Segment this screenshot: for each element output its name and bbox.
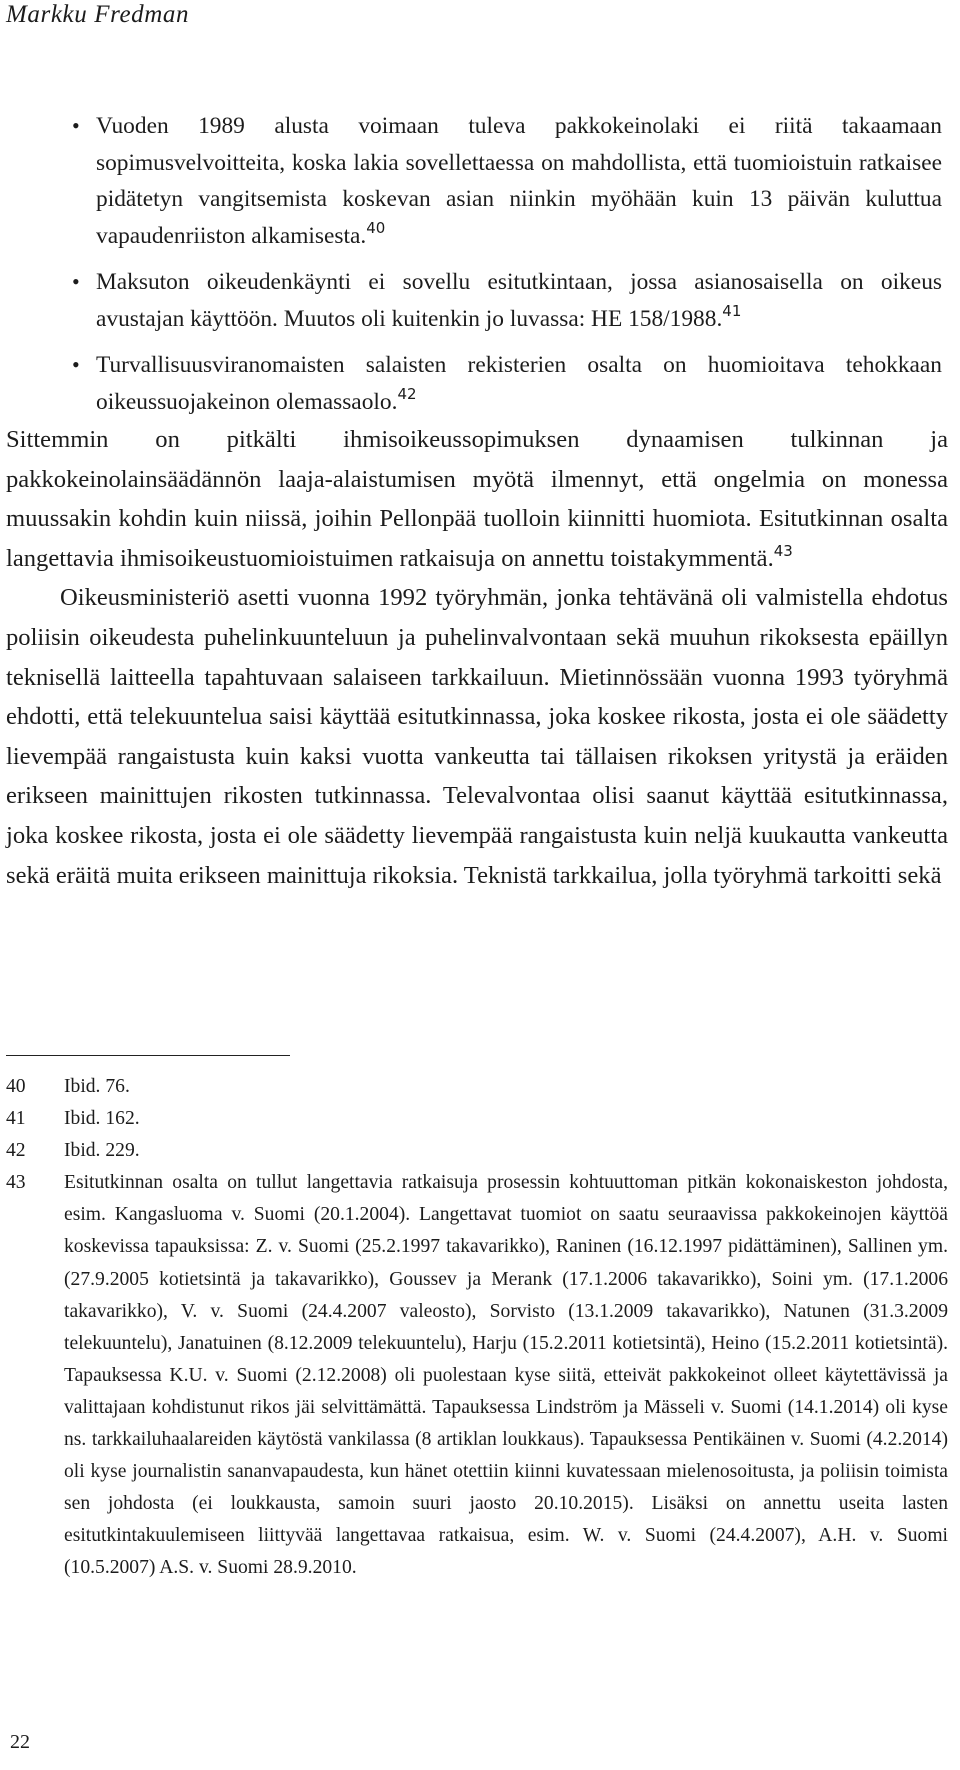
footnote-text: Ibid. 162. [64, 1108, 140, 1130]
bullet-icon: • [72, 352, 80, 377]
paragraph-text: Sittemmin on pitkälti ihmisoikeussopimuksen dynaamisen tulkinnan ja pakkokeinolainsäädännön laaja-alaistumisen myötä ilmennyt, että ongelmia on monessa muussakin kohdin kuin niissä, joihin Pellonpää tuolloin kiinnitti huomiota. Esitutkinnan osalta langettavia ihmisoikeustuomioistuimen ratkaisuja on annettu toistakymmentä. [6, 426, 948, 572]
footnote-separator [6, 1055, 290, 1056]
footnote-text: Esitutkinnan osalta on tullut langettavia ratkaisuja prosessin kohtuuttoman pitkän kokonaiskeston johdosta, esim. Kangasluoma v. Suomi (20.1.2004). Langettavat tuomiot on saatu seuraavissa pakkokeinojen käyttöä koskevissa tapauksissa: Z. v. Suomi (25.2.1997 takavarikko), Raninen (16.12.1997 pidättäminen), Sallinen ym. (27.9.2005 kotietsintä ja takavarikko), Goussev ja Merank (17.1.2006 takavarikko), Soini ym. (17.1.2006 takavarikko), V. v. Suomi (24.4.2007 valeosto), Sorvisto (13.1.2009 takavarikko), Natunen (31.3.2009 telekuuntelu), Janatuinen (8.12.2009 telekuuntelu), Harju (15.2.2011 kotietsintä), Heino (15.2.2011 kotietsintä). Tapauksessa K.U. v. Suomi (2.12.2008) oli puolestaan kyse siitä, etteivät pakkokeinot olleet käytettävissä ja valittajaan kohdistunut rikos jäi selvittämättä. Tapauksessa Lindström ja Mässeli v. Suomi (14.1.2014) oli kyse ns. tarkkailuhaalareiden käytöstä vankilassa (8 artiklan loukkaus). Tapauksessa Pentikäinen v. Suomi (4.2.2014) oli kyse journalistin sananvapaudesta, kun hänet otettiin kiinni kuvatessaan mielenosoitusta, ja poliisin toimista sen johdosta (ei loukkausta, samoin suuri jaosto 20.10.2015). Lisäksi on annettu useita lasten esitutkintakuulemiseen liittyvää langettavaa ratkaisua, esim. W. v. Suomi (24.4.2007), A.H. v. Suomi (10.5.2007) A.S. v. Suomi 28.9.2010. [64, 1172, 948, 1579]
paragraph [6, 578, 948, 895]
bullet-text: Turvallisuusviranomaisten salaisten rekisterien osalta on huomioitava tehokkaan oikeussuojakeinon olemassaolo. [96, 352, 942, 415]
footnote-ref[interactable]: 41 [722, 301, 742, 320]
page-number: 22 [10, 1731, 30, 1753]
footnote-text: Ibid. 229. [64, 1140, 140, 1162]
footnote-number: 41 [6, 1108, 26, 1130]
bullet-icon: • [72, 113, 80, 138]
bullet-item [72, 108, 942, 254]
footnote-ref[interactable]: 43 [773, 541, 793, 560]
bullet-text: Vuoden 1989 alusta voimaan tuleva pakkokeinolaki ei riitä takaamaan sopimusvelvoitteita, koska lakia sovellettaessa on mahdollista, että tuomioistuin ratkaisee pidätetyn vangitsemista koskevan asian niinkin myöhään kuin 13 päivän kuluttua vapaudenriiston alkamisesta. [96, 113, 942, 249]
running-head: Markku Fredman [6, 1, 190, 28]
paragraph [6, 420, 948, 578]
footnote [6, 1103, 948, 1135]
footnote-ref[interactable]: 40 [366, 218, 386, 237]
bullet-item [72, 347, 942, 420]
bullet-list [72, 108, 942, 430]
footnote-number: 40 [6, 1076, 26, 1097]
footnote-ref[interactable]: 42 [397, 384, 417, 403]
bullet-icon: • [72, 269, 80, 294]
footnote [6, 1167, 948, 1584]
bullet-item [72, 264, 942, 337]
footnote [6, 1135, 948, 1167]
footnote [6, 1071, 948, 1103]
bullet-text: Maksuton oikeudenkäynti ei sovellu esitutkintaan, jossa asianosaisella on oikeus avustajan käyttöön. Muutos oli kuitenkin jo luvassa: HE 158/1988. [96, 269, 942, 332]
footnote-number: 43 [6, 1172, 26, 1194]
body-text [6, 420, 948, 895]
paragraph-text: Oikeusministeriö asetti vuonna 1992 työryhmän, jonka tehtävänä oli valmistella ehdotus poliisin oikeudesta puhelinkuunteluun ja puhelinvalvontaan sekä muuhun rikoksesta epäillyn teknisellä laitteella tapahtuvaan salaiseen tarkkailuun. Mietinnössään vuonna 1993 työryhmä ehdotti, että telekuuntelua saisi käyttää esitutkinnassa, joka koskee rikosta, josta ei ole säädetty lievempää rangaistusta kuin kaksi vuotta vankeutta tai tällaisen rikoksen yritystä ja eräiden erikseen mainittujen rikosten tutkinnassa. Televalvontaa olisi saanut käyttää esitutkinnassa, joka koskee rikosta, josta ei ole säädetty lievempää rangaistusta kuin neljä kuukautta vankeutta sekä eräitä muita erikseen mainittuja rikoksia. Teknistä tarkkailua, jolla työryhmä tarkoitti sekä [6, 584, 948, 889]
footnote-number: 42 [6, 1140, 26, 1162]
footnote-text: Ibid. 76. [64, 1076, 130, 1097]
footnotes [6, 1071, 948, 1585]
